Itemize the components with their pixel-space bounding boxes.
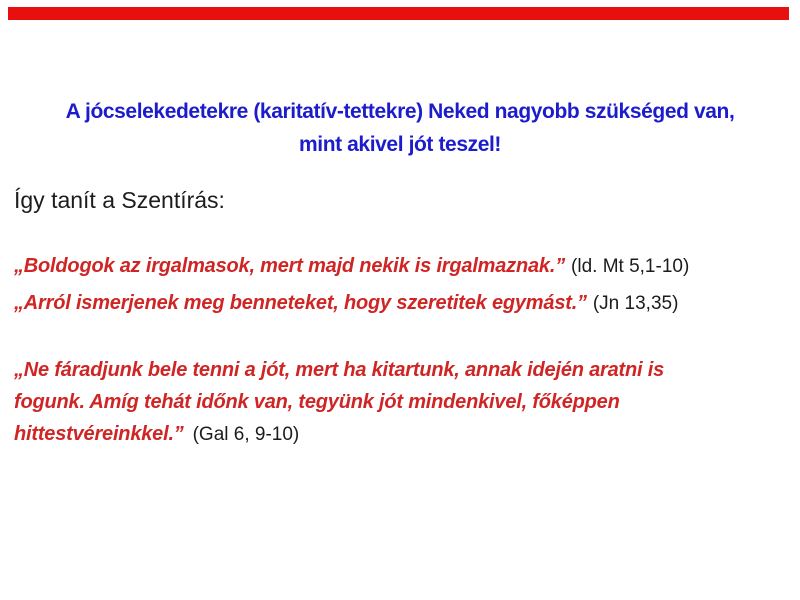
scripture-reference: (Gal 6, 9-10) xyxy=(192,424,300,445)
paragraph-line-2: fogunk. Amíg tehát időnk van, tegyünk jót mindenkivel, főképpen xyxy=(14,391,620,413)
paragraph-line-1: „Ne fáradjunk bele tenni a jót, mert ha kitartunk, annak idején aratni is xyxy=(14,359,665,381)
paragraph-line-3 xyxy=(14,418,664,452)
top-accent-bar xyxy=(8,7,789,20)
paragraph-line-3-quote: hittestvéreinkkel.” xyxy=(14,423,184,445)
title-line-2: mint akivel jót teszel! xyxy=(298,133,502,156)
quote-text: „Arról ismerjenek meg benneteket, hogy szeretitek egymást.” xyxy=(14,292,587,314)
intro-line: Így tanít a Szentírás: xyxy=(14,187,225,213)
scripture-reference: (ld. Mt 5,1-10) xyxy=(571,256,690,277)
scripture-reference: (Jn 13,35) xyxy=(592,293,679,314)
scripture-quote-1 xyxy=(14,255,689,278)
scripture-quote-2 xyxy=(14,292,678,315)
quote-text: „Boldogok az irgalmasok, mert majd nekik is irgalmaznak.” xyxy=(14,255,566,277)
slide-title xyxy=(0,95,800,161)
scripture-paragraph xyxy=(14,354,664,452)
title-line-1: A jócselekedetekre (karitatív-tettekre) Neked nagyobb szükséged van, xyxy=(65,100,735,123)
